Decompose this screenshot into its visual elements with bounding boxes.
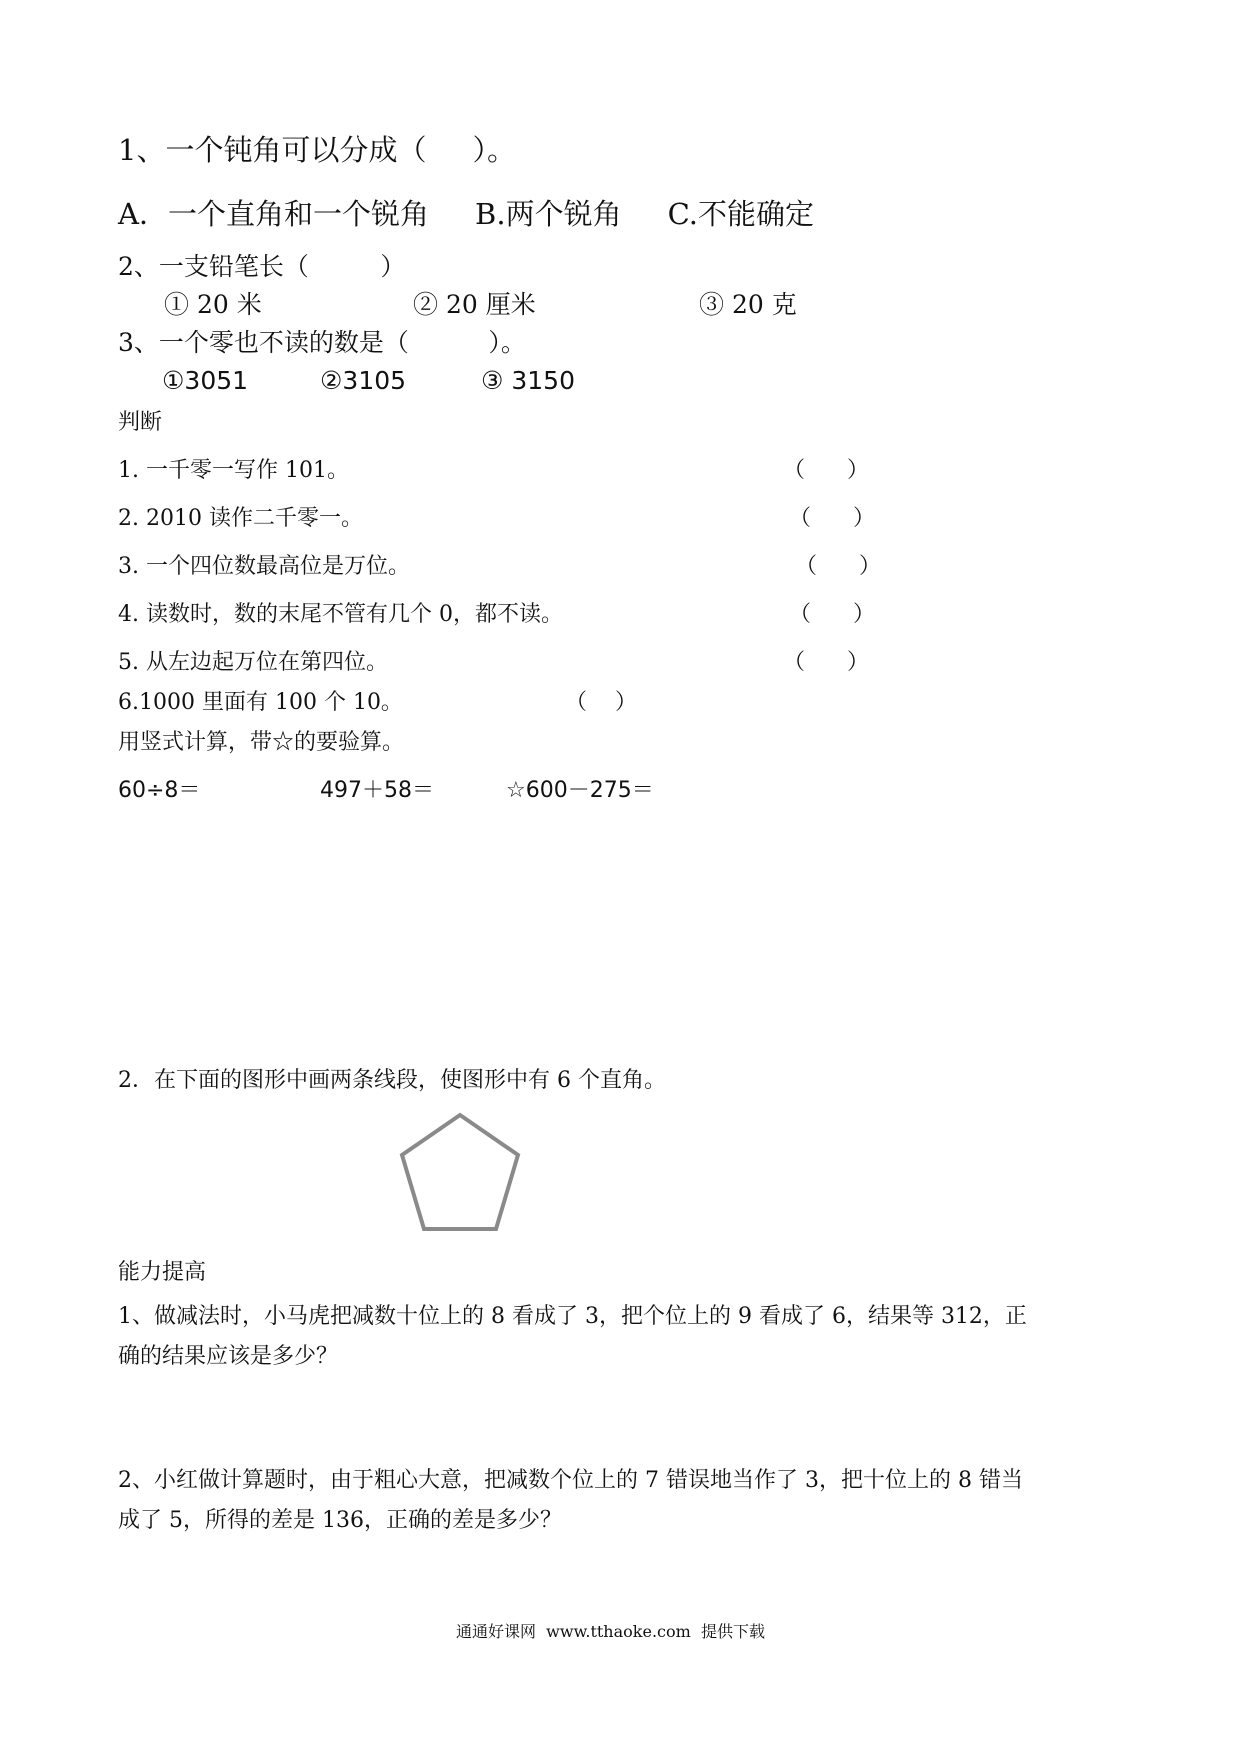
choice-question-2-option-2: ② 20 厘米 xyxy=(413,290,536,319)
judge-item-1: 1. 一千零一写作 101。 xyxy=(118,458,349,483)
judge-heading: 判断 xyxy=(118,410,163,435)
judge-item-6: 6.1000 里面有 100 个 10。 xyxy=(118,690,403,715)
judge-answer-blank-3: （ ） xyxy=(795,554,881,579)
ability-heading: 能力提高 xyxy=(118,1260,207,1285)
judge-item-3: 3. 一个四位数最高位是万位。 xyxy=(118,554,410,579)
judge-item-5: 5. 从左边起万位在第四位。 xyxy=(118,650,388,675)
judge-item-2: 2. 2010 读作二千零一。 xyxy=(118,506,363,531)
drawing-task-text: 2．在下面的图形中画两条线段，使图形中有 6 个直角。 xyxy=(118,1068,666,1093)
judge-answer-blank-5: （ ） xyxy=(783,650,869,675)
calc-problem-1: 60÷8＝ xyxy=(118,778,201,803)
ability-question-2-line-2: 成了 5，所得的差是 136，正确的差是多少？ xyxy=(118,1508,562,1533)
judge-item-4: 4. 读数时，数的末尾不管有几个 0，都不读。 xyxy=(118,602,563,627)
judge-answer-blank-1: （ ） xyxy=(783,458,869,483)
choice-question-3-option-2: ②3105 xyxy=(320,366,407,395)
choice-question-1: 1、一个钝角可以分成（ ）。 xyxy=(118,133,517,167)
page-footer: 通通好课网 www.tthaoke.com 提供下载 xyxy=(456,1622,765,1641)
calc-problem-3: ☆600－275＝ xyxy=(506,778,654,803)
judge-answer-blank-6: （ ） xyxy=(565,690,637,715)
judge-answer-blank-4: （ ） xyxy=(789,602,875,627)
choice-question-3-option-1: ①3051 xyxy=(162,366,249,395)
ability-question-1-line-2: 确的结果应该是多少？ xyxy=(118,1344,339,1369)
judge-answer-blank-2: （ ） xyxy=(789,506,875,531)
ability-question-1-line-1: 1、做减法时，小马虎把减数十位上的 8 看成了 3，把个位上的 9 看成了 6，结果等 312，正 xyxy=(118,1304,1027,1329)
pentagon-figure xyxy=(398,1112,522,1232)
choice-question-3-option-3: ③ 3150 xyxy=(481,366,575,395)
choice-question-2: 2、一支铅笔长（ ） xyxy=(118,252,406,281)
choice-question-3: 3、一个零也不读的数是（ ）。 xyxy=(118,328,526,357)
choice-question-2-option-1: ① 20 米 xyxy=(164,290,262,319)
ability-question-2-line-1: 2、小红做计算题时，由于粗心大意，把减数个位上的 7 错误地当作了 3，把十位上的 8 错当 xyxy=(118,1468,1023,1493)
calc-heading: 用竖式计算，带☆的要验算。 xyxy=(118,730,405,755)
choice-question-2-option-3: ③ 20 克 xyxy=(699,290,797,319)
calc-problem-2: 497＋58＝ xyxy=(320,778,434,803)
choice-question-1-options: A．一个直角和一个锐角 B.两个锐角 C.不能确定 xyxy=(118,197,815,231)
